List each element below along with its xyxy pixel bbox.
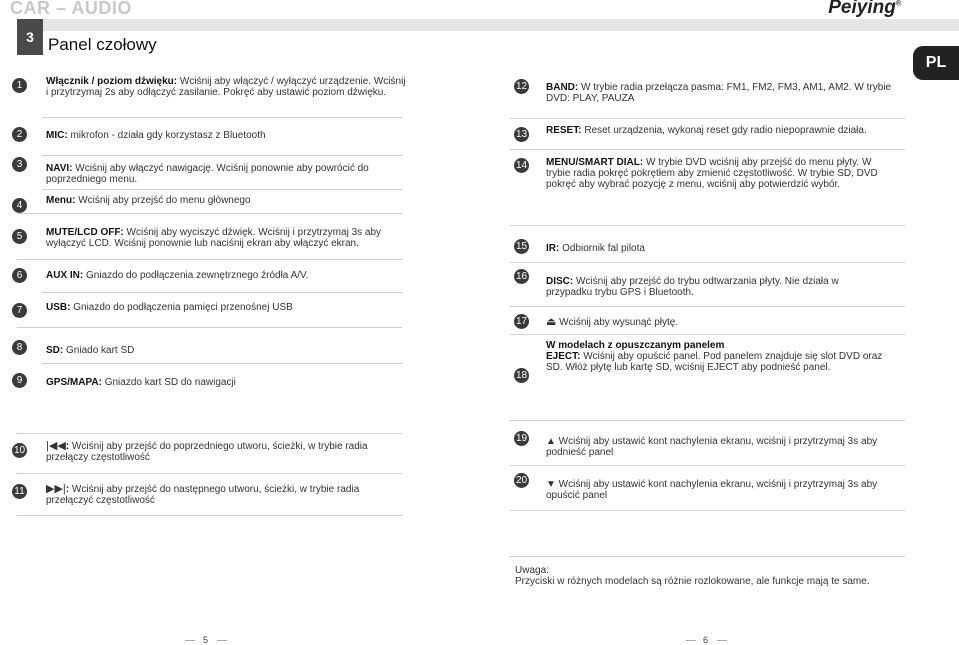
divider <box>510 149 905 150</box>
item-menu <box>46 195 406 206</box>
item-label: GPS/MAPA: <box>46 377 102 388</box>
item-number: 1 <box>12 78 27 93</box>
registered-mark: ® <box>895 0 901 8</box>
item-number: 20 <box>515 475 528 486</box>
item-label: MUTE/LCD OFF: <box>46 227 124 238</box>
item-label: USB: <box>46 302 71 313</box>
page-number-left: 5 <box>203 635 209 645</box>
page-number-right: 6 <box>703 635 709 645</box>
item-next-track <box>46 484 396 506</box>
item-text: Wciśnij aby opuścić panel. Pod panelem znajduje się slot DVD oraz SD. Włóż płytę lub kartę SD, wciśnij EJECT aby podnieść panel. <box>546 351 883 373</box>
item-number: 3 <box>12 157 27 172</box>
item-mic <box>46 130 406 141</box>
item-number: 11 <box>12 484 27 499</box>
item-tilt-up <box>546 436 896 458</box>
item-label: MIC: <box>46 130 68 141</box>
item-label: DISC: <box>546 276 574 287</box>
item-number: 18 <box>515 370 528 381</box>
divider <box>510 465 905 466</box>
item-text: Wciśnij aby ustawić kont nachylenia ekranu, wciśnij i przytrzymaj 3s aby podnieść panel <box>546 436 878 458</box>
divider <box>510 306 905 307</box>
divider <box>17 327 402 328</box>
item-label: RESET: <box>546 125 582 136</box>
item-label: Menu: <box>46 195 76 206</box>
item-number: 15 <box>515 241 528 252</box>
item-text: Wciśnij aby wyciszyć dźwięk. Wciśnij i przytrzymaj 3s aby wyłączyć LCD. Wciśnij ponownie lub naciśnij ekran aby włączyć ekran. <box>46 227 382 249</box>
footer-dash <box>686 640 696 641</box>
item-prev-track <box>46 441 386 463</box>
item-number: 19 <box>515 433 528 444</box>
footer-dash <box>717 640 727 641</box>
note <box>515 565 905 587</box>
arrow-up-icon: ▲ <box>546 436 556 447</box>
divider <box>42 189 402 190</box>
item-ir <box>546 243 906 254</box>
item-label: W modelach z opuszczanym panelem <box>546 340 725 351</box>
item-text: Wciśnij aby wysunąć płytę. <box>556 317 679 328</box>
next-track-icon: ▶▶| <box>46 483 66 495</box>
brand-logo-peiying <box>828 0 901 19</box>
item-text: Wciśnij aby ustawić kont nachylenia ekranu, wciśnij i przytrzymaj 3s aby opuścić panel <box>546 479 878 501</box>
item-text: Wciśnij aby przejść do menu głównego <box>75 195 251 206</box>
item-mute-lcd <box>46 227 386 249</box>
item-reset <box>546 125 906 136</box>
item-text: W trybie DVD wciśnij aby przejść do menu płyty. W trybie radia pokręć pokrętłem aby zmienić częstotliwość. W trybie SD, DVD pokręć aby wybrać pozycję z menu, wciśnij aby potwierdzić wybór. <box>546 157 878 190</box>
footer-dash <box>217 640 227 641</box>
item-text: Odbiornik fal pilota <box>559 243 645 254</box>
item-label: IR: <box>546 243 560 254</box>
divider <box>510 225 905 226</box>
divider <box>42 292 402 293</box>
item-label: : <box>65 441 70 452</box>
item-number: 2 <box>12 127 27 142</box>
item-tilt-down <box>546 479 896 501</box>
item-label: AUX IN: <box>46 270 84 281</box>
item-text: Wciśnij aby przejść do poprzedniego utworu, ścieżki, w trybie radia przełączy częstotliwość <box>46 441 368 463</box>
item-label: NAVI: <box>46 163 73 174</box>
note-title: Uwaga: <box>515 565 549 576</box>
divider <box>17 433 402 434</box>
divider <box>42 155 402 156</box>
item-label: SD: <box>46 345 64 356</box>
item-text: Wciśnij aby przejść do trybu odtwarzania płyty. Nie działa w przypadku trybu GPS i Bluetooth. <box>546 276 839 298</box>
item-disc <box>546 276 886 298</box>
item-number: 4 <box>12 198 27 213</box>
item-number: 12 <box>515 81 528 92</box>
divider <box>17 473 402 474</box>
item-label: MENU/SMART DIAL: <box>546 157 644 168</box>
divider <box>510 420 905 421</box>
divider <box>510 262 905 263</box>
page-title: Panel czołowy <box>48 35 157 54</box>
divider <box>510 334 905 335</box>
item-panel-eject <box>546 340 896 373</box>
item-number: 5 <box>12 229 27 244</box>
prev-track-icon: |◀◀ <box>46 440 66 452</box>
item-band <box>546 82 896 104</box>
section-number: 3 <box>17 19 43 55</box>
item-label: BAND: <box>546 82 579 93</box>
item-navi <box>46 163 386 185</box>
language-tab: PL <box>913 46 959 80</box>
item-number: 13 <box>515 129 528 140</box>
item-text: Wciśnij aby włączyć / wyłączyć urządzenie. Wciśnij i przytrzymaj 2s aby odłączyć zasilanie. Pokręć aby ustawić poziom dźwięku. <box>46 76 406 98</box>
item-text: Reset urządzenia, wykonaj reset gdy radio niepoprawnie działa. <box>581 125 867 136</box>
divider <box>17 259 402 260</box>
item-number: 10 <box>13 445 26 456</box>
item-text: Gniazdo do podłączenia pamięci przenośnej USB <box>70 302 293 313</box>
item-gps-map <box>46 377 406 388</box>
divider <box>510 118 905 119</box>
item-power-volume <box>46 76 406 98</box>
item-number: 17 <box>515 316 528 327</box>
item-label: Włącznik / poziom dźwięku: <box>46 76 178 87</box>
item-sd <box>46 345 406 356</box>
item-number: 9 <box>12 373 27 388</box>
item-text: Wciśnij aby włączyć nawigację. Wciśnij ponownie aby powrócić do poprzedniego menu. <box>46 163 369 185</box>
item-label: EJECT: <box>546 351 581 362</box>
item-number: 16 <box>515 271 528 282</box>
brand-logo-text: Peiying <box>828 0 896 18</box>
item-number: 7 <box>12 303 27 318</box>
divider <box>510 556 905 557</box>
divider <box>42 117 402 118</box>
eject-icon: ⏏ <box>546 316 557 328</box>
item-text: Gniado kart SD <box>63 345 135 356</box>
item-number: 14 <box>515 160 528 171</box>
item-eject-disc <box>546 317 906 328</box>
item-text: Wciśnij aby przejść do następnego utworu, ścieżki, w trybie radia przełączyć częstotliwość <box>46 484 360 506</box>
item-number: 8 <box>12 340 27 355</box>
item-menu-smart-dial <box>546 157 896 190</box>
brand-car-audio: CAR – AUDIO <box>10 0 132 18</box>
item-text: Gniazdo kart SD do nawigacji <box>101 377 236 388</box>
note-text: Przyciski w różnych modelach są różnie rozlokowane, ale funkcje mają te same. <box>515 576 870 587</box>
divider <box>17 213 402 214</box>
item-label: : <box>65 484 70 495</box>
divider <box>510 510 905 511</box>
item-aux-in <box>46 270 406 281</box>
divider <box>17 515 402 516</box>
item-text: W trybie radia przełącza pasma: FM1, FM2, FM3, AM1, AM2. W trybie DVD: PLAY, PAUZA <box>546 82 892 104</box>
arrow-down-icon: ▼ <box>546 479 556 490</box>
item-usb <box>46 302 406 313</box>
footer-dash <box>185 640 195 641</box>
divider <box>42 363 402 364</box>
item-text: Gniazdo do podłączenia zewnętrznego źródła A/V. <box>83 270 309 281</box>
item-number: 6 <box>12 268 27 283</box>
header-bar <box>17 19 959 31</box>
item-text: mikrofon - działa gdy korzystasz z Bluetooth <box>67 130 266 141</box>
